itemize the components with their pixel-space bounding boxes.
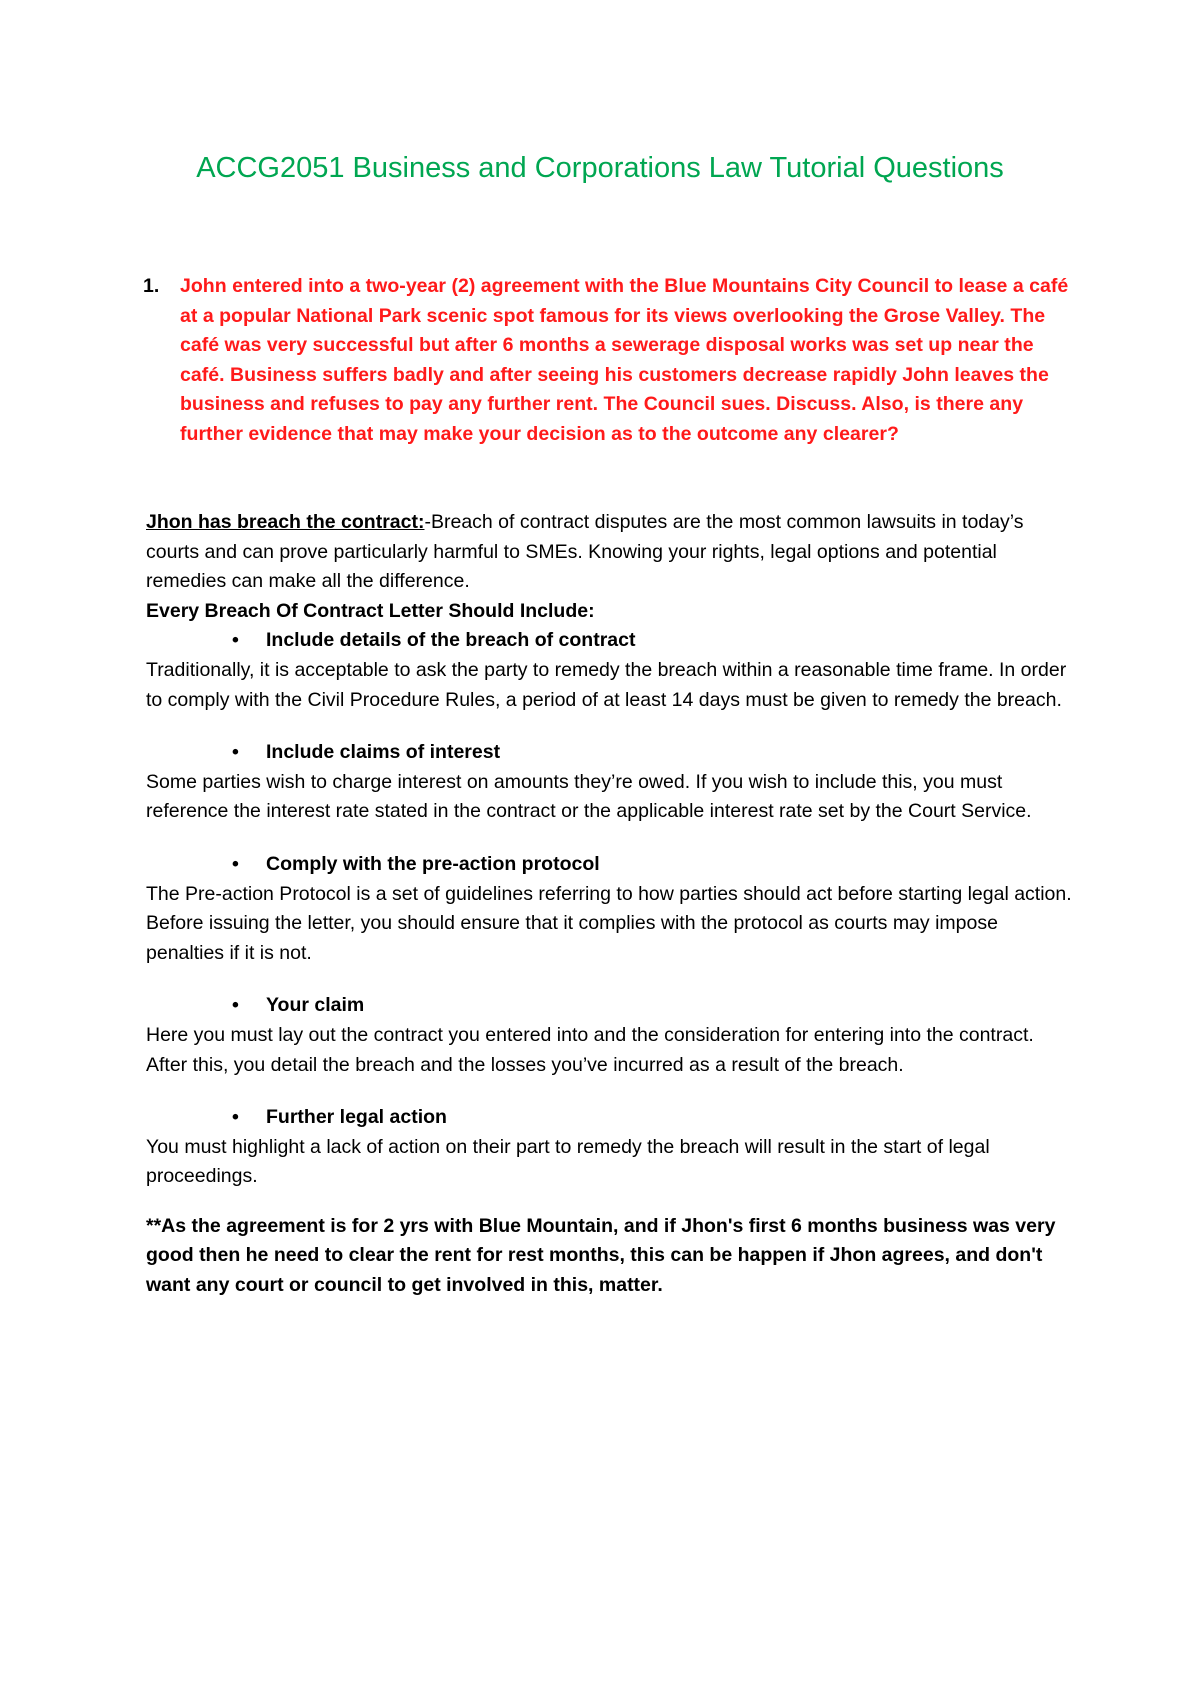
bullet-icon: • — [232, 852, 239, 875]
conclusion-paragraph: **As the agreement is for 2 yrs with Blue Mountain, and if Jhon's first 6 months business was very good then he need to clear the rent for rest months, this can be happen if Jhon agrees, and don't want any court or council to get involved in this, matter. — [146, 1214, 1056, 1297]
spacer — [146, 715, 1076, 738]
section-heading-text: Include claims of interest — [266, 741, 501, 764]
section-heading — [146, 991, 1076, 1021]
question-number: 1. — [143, 275, 160, 297]
section-heading-text: Comply with the pre-action protocol — [266, 852, 600, 875]
section-heading — [146, 738, 1076, 768]
spacer — [146, 1192, 1076, 1212]
list-heading: Every Breach Of Contract Letter Should Include: — [146, 599, 595, 622]
intro-text: -Breach of contract disputes are the most common lawsuits in today’s courts and can prove particularly harmful to SMEs. Knowing your rights, legal options and potential remedies can make all the difference. — [146, 511, 1024, 593]
section-heading-text: Further legal action — [266, 1106, 447, 1129]
question-text: John entered into a two-year (2) agreement with the Blue Mountains City Council to lease a café at a popular National Park scenic spot famous for its views overlooking the Grose Valley. The café was very successful but after 6 months a sewerage disposal works was set up near the café. Business suffers badly and after seeing his customers decrease rapidly John leaves the business and refuses to pay any further rent. The Council sues. Discuss. Also, is there any further evidence that may make your decision as to the outcome any clearer? — [180, 275, 1069, 445]
spacer — [146, 968, 1076, 991]
section-text: The Pre-action Protocol is a set of guidelines referring to how parties should act before starting legal action. Before issuing the letter, you should ensure that it complies with the protocol as courts may impose penalties if it is not. — [146, 882, 1072, 964]
answer-body — [146, 508, 1076, 1301]
spacer — [146, 827, 1076, 850]
bullet-icon: • — [232, 1106, 239, 1129]
bullet-icon: • — [232, 741, 239, 764]
section-text: Here you must lay out the contract you entered into and the consideration for entering into the contract. After this, you detail the breach and the losses you’ve incurred as a result of the breach. — [146, 1023, 1034, 1076]
spacer — [146, 1080, 1076, 1103]
section-heading — [146, 626, 1076, 656]
tutorial-question — [143, 272, 1070, 450]
section-heading-text: Your claim — [266, 994, 365, 1017]
section-heading-text: Include details of the breach of contract — [266, 629, 636, 652]
section-heading — [146, 850, 1076, 880]
section-text: Some parties wish to charge interest on amounts they’re owed. If you wish to include this, you must reference the interest rate stated in the contract or the applicable interest rate set by the Court Service. — [146, 770, 1032, 823]
bullet-icon: • — [232, 994, 239, 1017]
section-text: Traditionally, it is acceptable to ask the party to remedy the breach within a reasonable time frame. In order to comply with the Civil Procedure Rules, a period of at least 14 days must be given to remedy the breach. — [146, 658, 1067, 711]
page-title: ACCG2051 Business and Corporations Law Tutorial Questions — [196, 152, 1004, 184]
bullet-icon: • — [232, 629, 239, 652]
intro-paragraph — [146, 508, 1076, 597]
section-heading — [146, 1103, 1076, 1133]
section-text: You must highlight a lack of action on their part to remedy the breach will result in the start of legal proceedings. — [146, 1135, 990, 1188]
intro-heading: Jhon has breach the contract: — [146, 511, 425, 533]
